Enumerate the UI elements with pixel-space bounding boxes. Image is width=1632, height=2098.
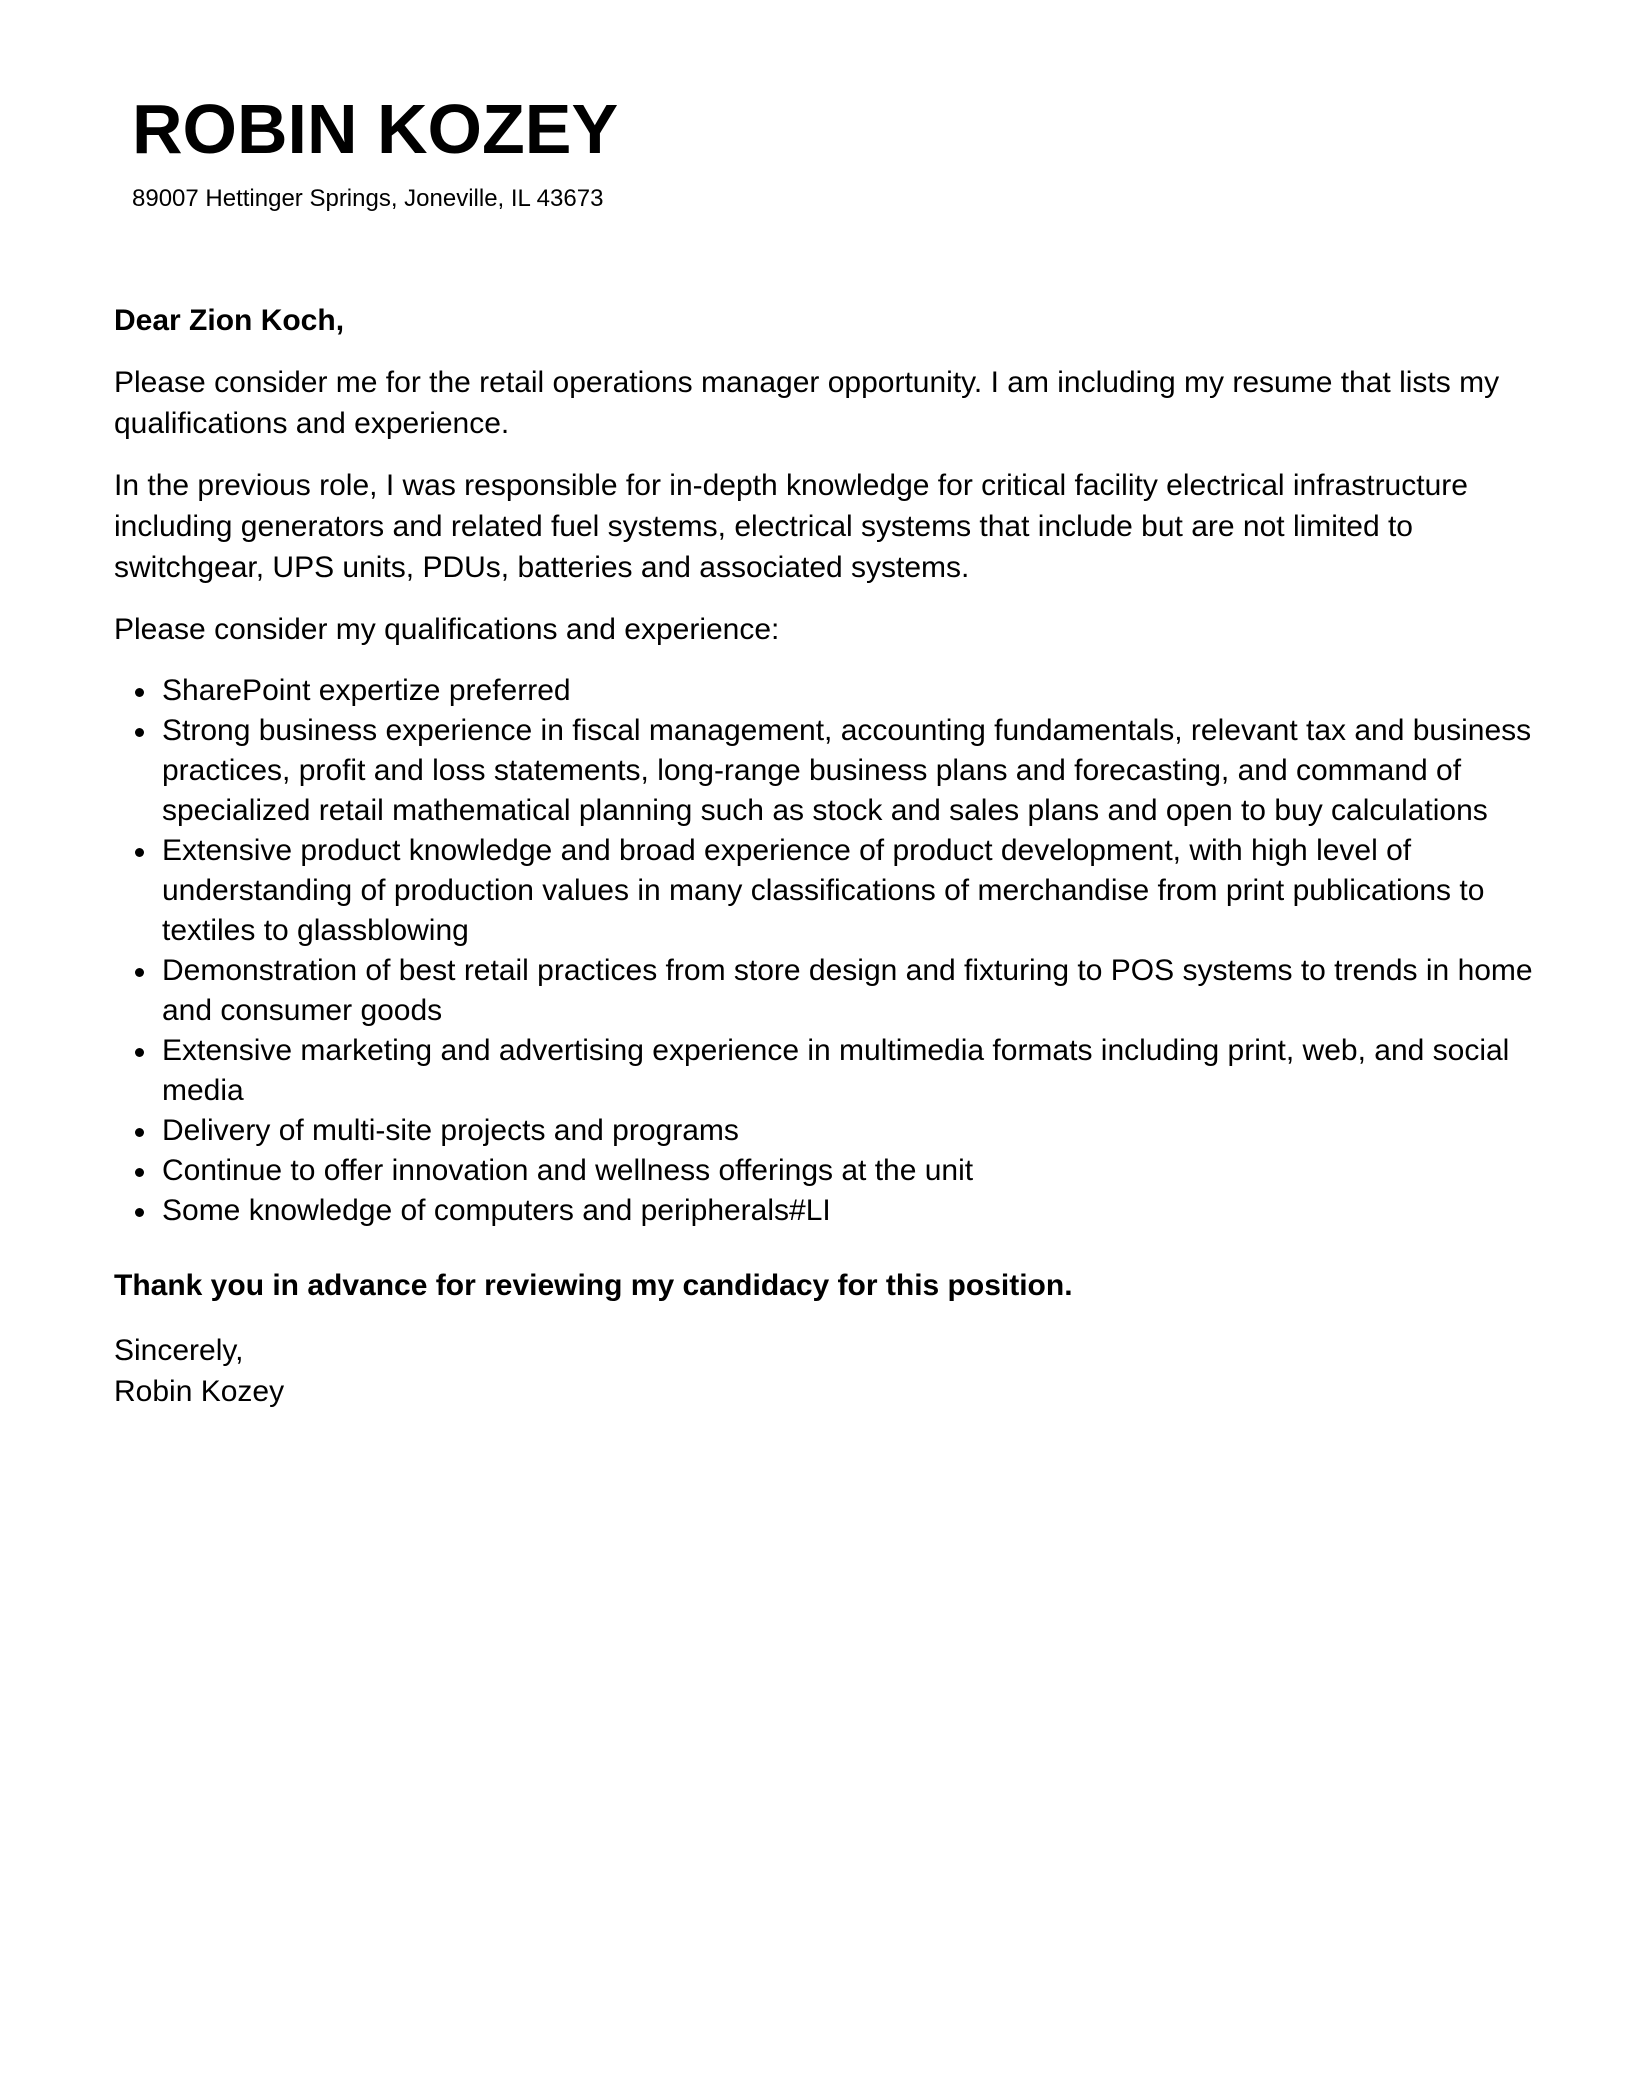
applicant-address: 89007 Hettinger Springs, Joneville, IL 43673 bbox=[132, 185, 604, 212]
intro-paragraph: Please consider me for the retail operations manager opportunity. I am including my resume that lists my qualifications and experience. bbox=[114, 366, 1500, 440]
list-item-text: Strong business experience in fiscal management, accounting fundamentals, relevant tax and business practices, profit and loss statements, long-range business plans and forecasting, and command of specialized retail mathematical planning such as stock and sales plans and open to buy calculations bbox=[162, 714, 1532, 827]
bullet-icon bbox=[135, 1208, 144, 1217]
list-item-text: Extensive product knowledge and broad experience of product development, with high level of understanding of production values in many classifications of merchandise from print publications to textiles to glassblowing bbox=[162, 834, 1485, 947]
list-item bbox=[114, 1111, 1534, 1151]
list-item-text: Demonstration of best retail practices from store design and fixturing to POS systems to trends in home and consumer goods bbox=[162, 954, 1533, 1027]
list-item-text: Extensive marketing and advertising experience in multimedia formats including print, web, and social media bbox=[162, 1034, 1510, 1107]
bullet-icon bbox=[135, 728, 144, 737]
list-item-text: Delivery of multi-site projects and programs bbox=[162, 1114, 739, 1147]
signoff: Sincerely, bbox=[114, 1334, 244, 1367]
letter-header bbox=[132, 86, 618, 214]
experience-paragraph: In the previous role, I was responsible for in-depth knowledge for critical facility electrical infrastructure including generators and related fuel systems, electrical systems that include but are not limited to switchgear, UPS units, PDUs, batteries and associated systems. bbox=[114, 469, 1468, 584]
letter-body bbox=[114, 300, 1534, 1412]
applicant-name: ROBIN KOZEY bbox=[132, 90, 619, 168]
bullet-icon bbox=[135, 688, 144, 697]
signature: Robin Kozey bbox=[114, 1375, 285, 1408]
list-item bbox=[114, 1031, 1534, 1111]
bullet-icon bbox=[135, 968, 144, 977]
bullet-icon bbox=[135, 848, 144, 857]
qualifications-list bbox=[114, 671, 1534, 1231]
list-item bbox=[114, 711, 1534, 831]
bullet-icon bbox=[135, 1168, 144, 1177]
qualifications-intro: Please consider my qualifications and experience: bbox=[114, 613, 780, 646]
list-item-text: SharePoint expertize preferred bbox=[162, 674, 571, 707]
list-item-text: Continue to offer innovation and wellness offerings at the unit bbox=[162, 1154, 974, 1187]
salutation: Dear Zion Koch, bbox=[114, 304, 345, 337]
list-item bbox=[114, 1151, 1534, 1191]
list-item bbox=[114, 951, 1534, 1031]
list-item bbox=[114, 1191, 1534, 1231]
list-item bbox=[114, 831, 1534, 951]
list-item bbox=[114, 671, 1534, 711]
bullet-icon bbox=[135, 1128, 144, 1137]
closing-statement: Thank you in advance for reviewing my candidacy for this position. bbox=[114, 1269, 1073, 1302]
list-item-text: Some knowledge of computers and peripherals#LI bbox=[162, 1194, 831, 1227]
bullet-icon bbox=[135, 1048, 144, 1057]
